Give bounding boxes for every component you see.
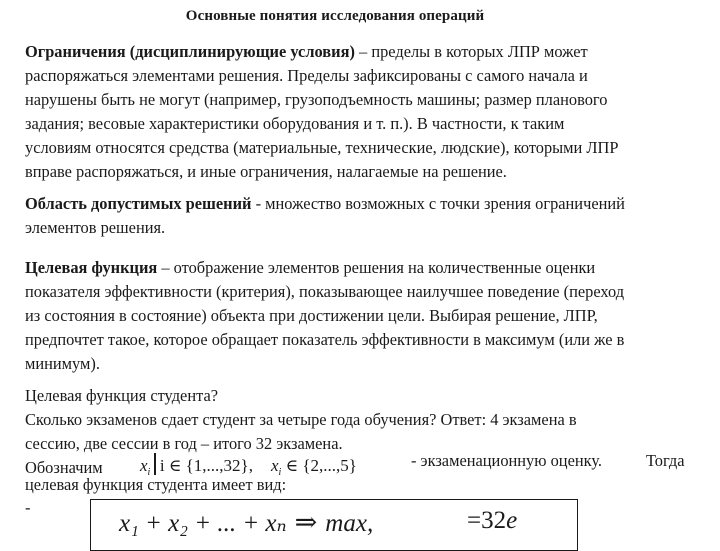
implies-arrow: ⇒ bbox=[294, 507, 318, 537]
student-example-line-3: сессию, две сессии в год – итого 32 экзамена. bbox=[25, 434, 343, 453]
dash-mark: - bbox=[25, 498, 31, 517]
objective-function-line-2: показателя эффективности (критерия), показывающее наилучшее поведение (переход bbox=[25, 282, 625, 301]
objective-formula bbox=[119, 507, 373, 538]
feasible-region-line-1: - множество возможных с точки зрения ограничений bbox=[251, 194, 625, 213]
objective-function-line-3: из состояния в состояние) объекта при достижении цели. Выбирая решение, ЛПР, bbox=[25, 306, 598, 325]
denote-word: Обозначим bbox=[25, 458, 103, 477]
set-bar bbox=[154, 453, 156, 475]
set-variable-subscript: i bbox=[147, 467, 151, 478]
result-number: 32 bbox=[481, 507, 507, 534]
objective-function-line-1: – отображение элементов решения на количественные оценки bbox=[157, 258, 596, 277]
constraints-line-5: условиям относятся средства (материальные, технические, людские), которыми ЛПР bbox=[25, 138, 619, 157]
domain-set: ∈ {2,...,5} bbox=[285, 456, 357, 475]
constraints-paragraph bbox=[25, 40, 691, 184]
then-word: Тогда bbox=[646, 451, 685, 470]
set-variable: x bbox=[140, 456, 148, 475]
objective-function-line-4: предпочтет такое, которое обращает показатель эффективности в максимум (или же в bbox=[25, 330, 625, 349]
domain-variable: x bbox=[270, 456, 279, 475]
student-question: Целевая функция студента? bbox=[25, 386, 219, 405]
constraints-line-6: вправе распоряжаться, и иные ограничения, налагаемые на решение. bbox=[25, 162, 507, 181]
constraints-line-2: распоряжаться элементами решения. Пределы зафиксированы с самого начала и bbox=[25, 66, 588, 85]
objective-function-line-5: минимум). bbox=[25, 354, 100, 373]
constraints-line-3: нарушены быть не могут (например, грузоподъемность машины; размер планового bbox=[25, 90, 608, 109]
formula-result bbox=[467, 507, 517, 535]
exam-grade-text: - экзаменационную оценку. bbox=[411, 451, 602, 470]
result-equals: = bbox=[467, 507, 482, 534]
objective-function-paragraph bbox=[25, 256, 691, 376]
objective-function-term: Целевая функция bbox=[25, 258, 158, 277]
page-title: Основные понятия исследования операций bbox=[185, 8, 485, 24]
feasible-region-paragraph bbox=[25, 192, 691, 240]
constraints-line-4: задания; весовые характеристики оборудования и т. п.). В частности, к таким bbox=[25, 114, 565, 133]
formula-rhs: max, bbox=[325, 510, 374, 537]
constraints-line-1: – пределы в которых ЛПР может bbox=[354, 42, 588, 61]
feasible-region-line-2: элементов решения. bbox=[25, 218, 166, 237]
formula-lhs: x₁ + x₂ + ... + xₙ bbox=[119, 510, 287, 537]
function-intro-text: целевая функция студента имеет вид: bbox=[25, 475, 287, 494]
feasible-region-term: Область допустимых решений bbox=[25, 194, 252, 213]
student-example-line-2: Сколько экзаменов сдает студент за четыре года обучения? Ответ: 4 экзамена в bbox=[25, 410, 577, 429]
set-index-range: i ∈ {1,...,32}, bbox=[159, 456, 253, 475]
objective-formula-box bbox=[90, 499, 578, 551]
constraints-term: Ограничения (дисциплинирующие условия) bbox=[25, 42, 355, 61]
result-variable: e bbox=[506, 507, 518, 534]
domain-variable-subscript: i bbox=[278, 467, 282, 478]
